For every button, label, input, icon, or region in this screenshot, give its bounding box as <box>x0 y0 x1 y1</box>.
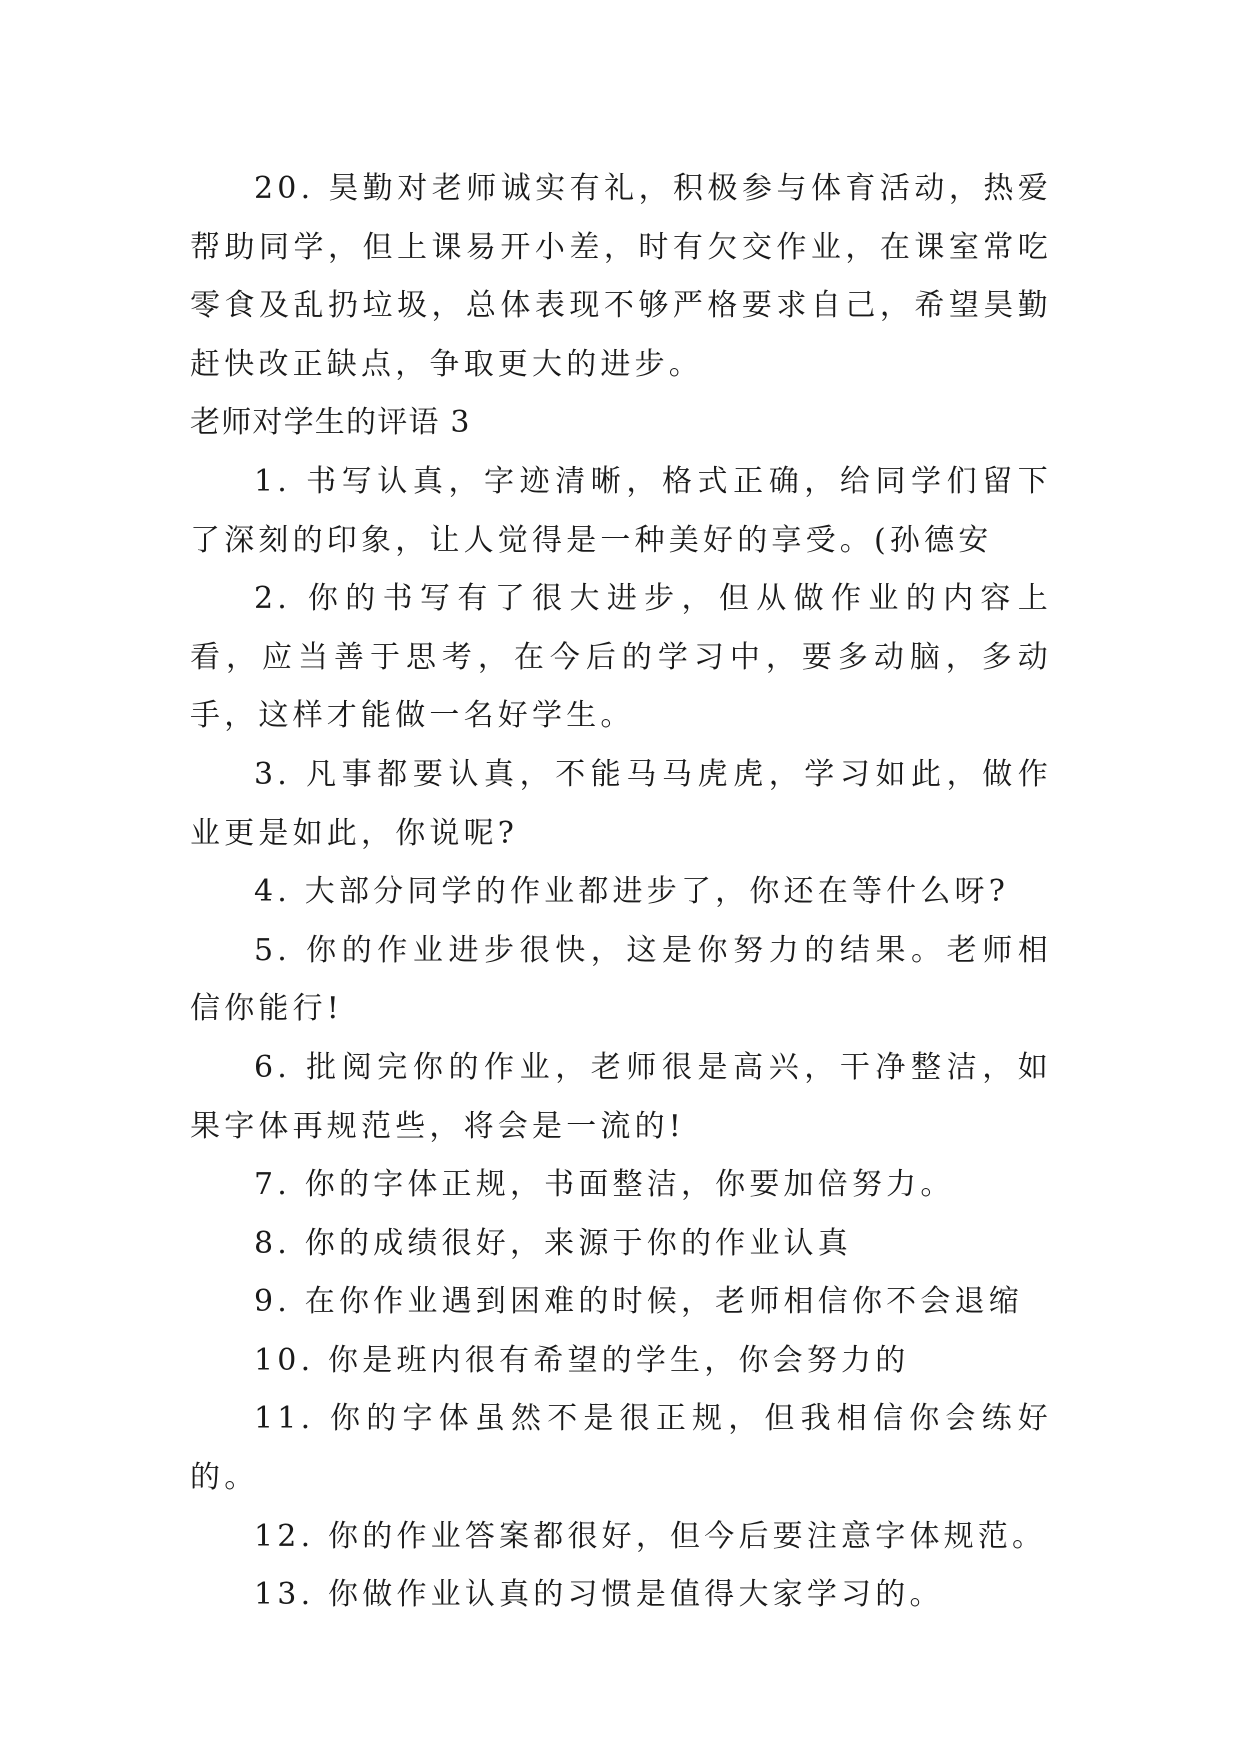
comment-item-12: 12. 你的作业答案都很好，但今后要注意字体规范。 <box>254 1518 1047 1554</box>
comment-item-8: 8. 你的成绩很好，来源于你的作业认真 <box>254 1225 852 1261</box>
comment-item-10: 10. 你是班内很有希望的学生，你会努力的 <box>254 1342 910 1378</box>
comment-item-11: 11. 你的字体虽然不是很正规，但我相信你会练好的。 <box>190 1401 1052 1496</box>
comment-item-5: 5. 你的作业进步很快，这是你努力的结果。老师相信你能行! <box>190 932 1052 1027</box>
comment-item-6: 6. 批阅完你的作业，老师很是高兴，干净整洁，如果字体再规范些，将会是一流的! <box>190 1049 1052 1144</box>
comment-item-3: 3. 凡事都要认真，不能马马虎虎，学习如此，做作业更是如此，你说呢? <box>190 756 1052 851</box>
comment-item-1: 1. 书写认真，字迹清晰，格式正确，给同学们留下了深刻的印象，让人觉得是一种美好的享受。(孙德安 <box>190 463 1052 558</box>
comment-item-2: 2. 你的书写有了很大进步，但从做作业的内容上看，应当善于思考，在今后的学习中，要多动脑，多动手，这样才能做一名好学生。 <box>190 581 1052 734</box>
comment-item-4: 4. 大部分同学的作业都进步了，你还在等什么呀? <box>254 874 1010 910</box>
comment-item-9: 9. 在你作业遇到困难的时候，老师相信你不会退缩 <box>254 1284 1023 1320</box>
comment-item-7: 7. 你的字体正规，书面整洁，你要加倍努力。 <box>254 1167 955 1203</box>
comment-item-13: 13. 你做作业认真的习惯是值得大家学习的。 <box>254 1577 944 1613</box>
section-heading: 老师对学生的评语 3 <box>190 405 471 441</box>
document-body <box>190 160 1052 1625</box>
paragraph-item-20: 20. 昊勤对老师诚实有礼，积极参与体育活动，热爱帮助同学，但上课易开小差，时有欠交作业，在课室常吃零食及乱扔垃圾，总体表现不够严格要求自己，希望昊勤赶快改正缺点，争取更大的进步。 <box>190 171 1052 382</box>
